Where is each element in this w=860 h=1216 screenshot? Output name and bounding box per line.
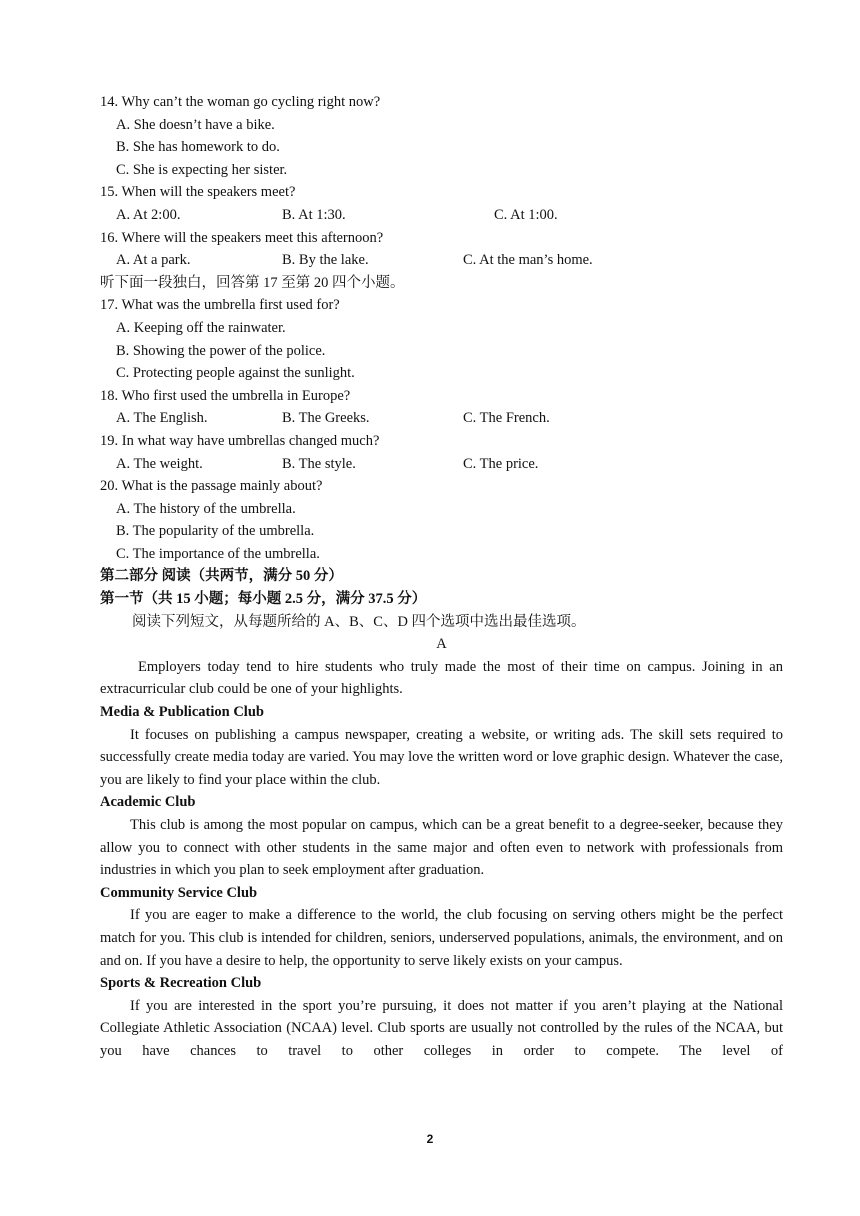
q15-options [100, 204, 783, 227]
question-15: 15. When will the speakers meet? [100, 184, 296, 201]
question-16: 16. Where will the speakers meet this afternoon? [100, 229, 384, 246]
q14-option-c: C. She is expecting her sister. [116, 161, 288, 178]
club-text-academic: This club is among the most popular on campus, which can be a great benefit to a degree-seeker, because they allow you to connect with other students in the same major and often even to network with professionals from industries in which you plan to seek employment after graduation. [100, 817, 783, 879]
q19-option-c: C. The price. [463, 455, 539, 472]
q18-option-c: C. The French. [463, 410, 550, 427]
club-heading-sports: Sports & Recreation Club [100, 975, 262, 992]
q16-option-c: C. At the man’s home. [463, 252, 593, 269]
question-20: 20. What is the passage mainly about? [100, 478, 323, 495]
club-heading-media: Media & Publication Club [100, 704, 264, 721]
monologue-instruction: 听下面一段独白，回答第 17 至第 20 四个小题。 [100, 274, 405, 291]
q17-option-a: A. Keeping off the rainwater. [116, 319, 286, 336]
club-text-community: If you are eager to make a difference to the world, the club focusing on serving others might be the perfect match for you. This club is intended for children, seniors, underserved populations, animals, the environment, and on and on. If you have a desire to help, the opportunity to serve likely exists on your campus. [100, 907, 783, 969]
question-18: 18. Who first used the umbrella in Europe? [100, 387, 351, 404]
q16-option-b: B. By the lake. [282, 252, 369, 269]
question-14: 14. Why can’t the woman go cycling right now? [100, 94, 381, 110]
q14-option-a: A. She doesn’t have a bike. [116, 116, 275, 133]
q16-option-a: A. At a park. [116, 252, 191, 269]
page-content [100, 91, 783, 1063]
passage-intro: Employers today tend to hire students who truly made the most of their time on campus. Joining in an extracurricular club could be one of your highlights. [100, 658, 783, 698]
passage-label: A [436, 636, 447, 653]
q14-option-b: B. She has homework to do. [116, 139, 280, 156]
section1-heading: 第一节（共 15 小题；每小题 2.5 分，满分 37.5 分） [100, 591, 427, 608]
club-text-sports: If you are interested in the sport you’re pursuing, it does not matter if you aren’t playing at the National Collegiate Athletic Association (NCAA) level. Club sports are usually not controlled by the rules of the NCAA, but you have chances to travel to other colleges in order to compete. The level of [100, 997, 783, 1059]
q17-option-b: B. Showing the power of the police. [116, 342, 326, 359]
club-text-media: It focuses on publishing a campus newspaper, creating a website, or writing ads. The skill sets required to successfully create media today are varied. You may love the written word or love graphic design. Whatever the case, you are likely to find your place within the club. [100, 726, 783, 788]
question-17: 17. What was the umbrella first used for? [100, 297, 340, 314]
q15-option-b: B. At 1:30. [282, 206, 346, 223]
q20-option-a: A. The history of the umbrella. [116, 500, 296, 517]
q18-options [100, 407, 783, 430]
q18-option-b: B. The Greeks. [282, 410, 370, 427]
q17-option-c: C. Protecting people against the sunlight. [116, 365, 355, 382]
reading-instruction: 阅读下列短文，从每题所给的 A、B、C、D 四个选项中选出最佳选项。 [132, 613, 586, 630]
q20-option-c: C. The importance of the umbrella. [116, 545, 320, 562]
q18-option-a: A. The English. [116, 410, 208, 427]
q19-option-a: A. The weight. [116, 455, 203, 472]
q15-option-c: C. At 1:00. [494, 206, 558, 223]
page-number: 2 [426, 1132, 434, 1146]
club-heading-academic: Academic Club [100, 794, 196, 811]
q19-option-b: B. The style. [282, 455, 356, 472]
question-19: 19. In what way have umbrellas changed much? [100, 432, 380, 449]
part2-heading: 第二部分 阅读（共两节，满分 50 分） [100, 568, 343, 585]
q16-options [100, 249, 783, 272]
q19-options [100, 453, 783, 476]
club-heading-community: Community Service Club [100, 884, 258, 901]
q20-option-b: B. The popularity of the umbrella. [116, 523, 315, 540]
q15-option-a: A. At 2:00. [116, 206, 181, 223]
